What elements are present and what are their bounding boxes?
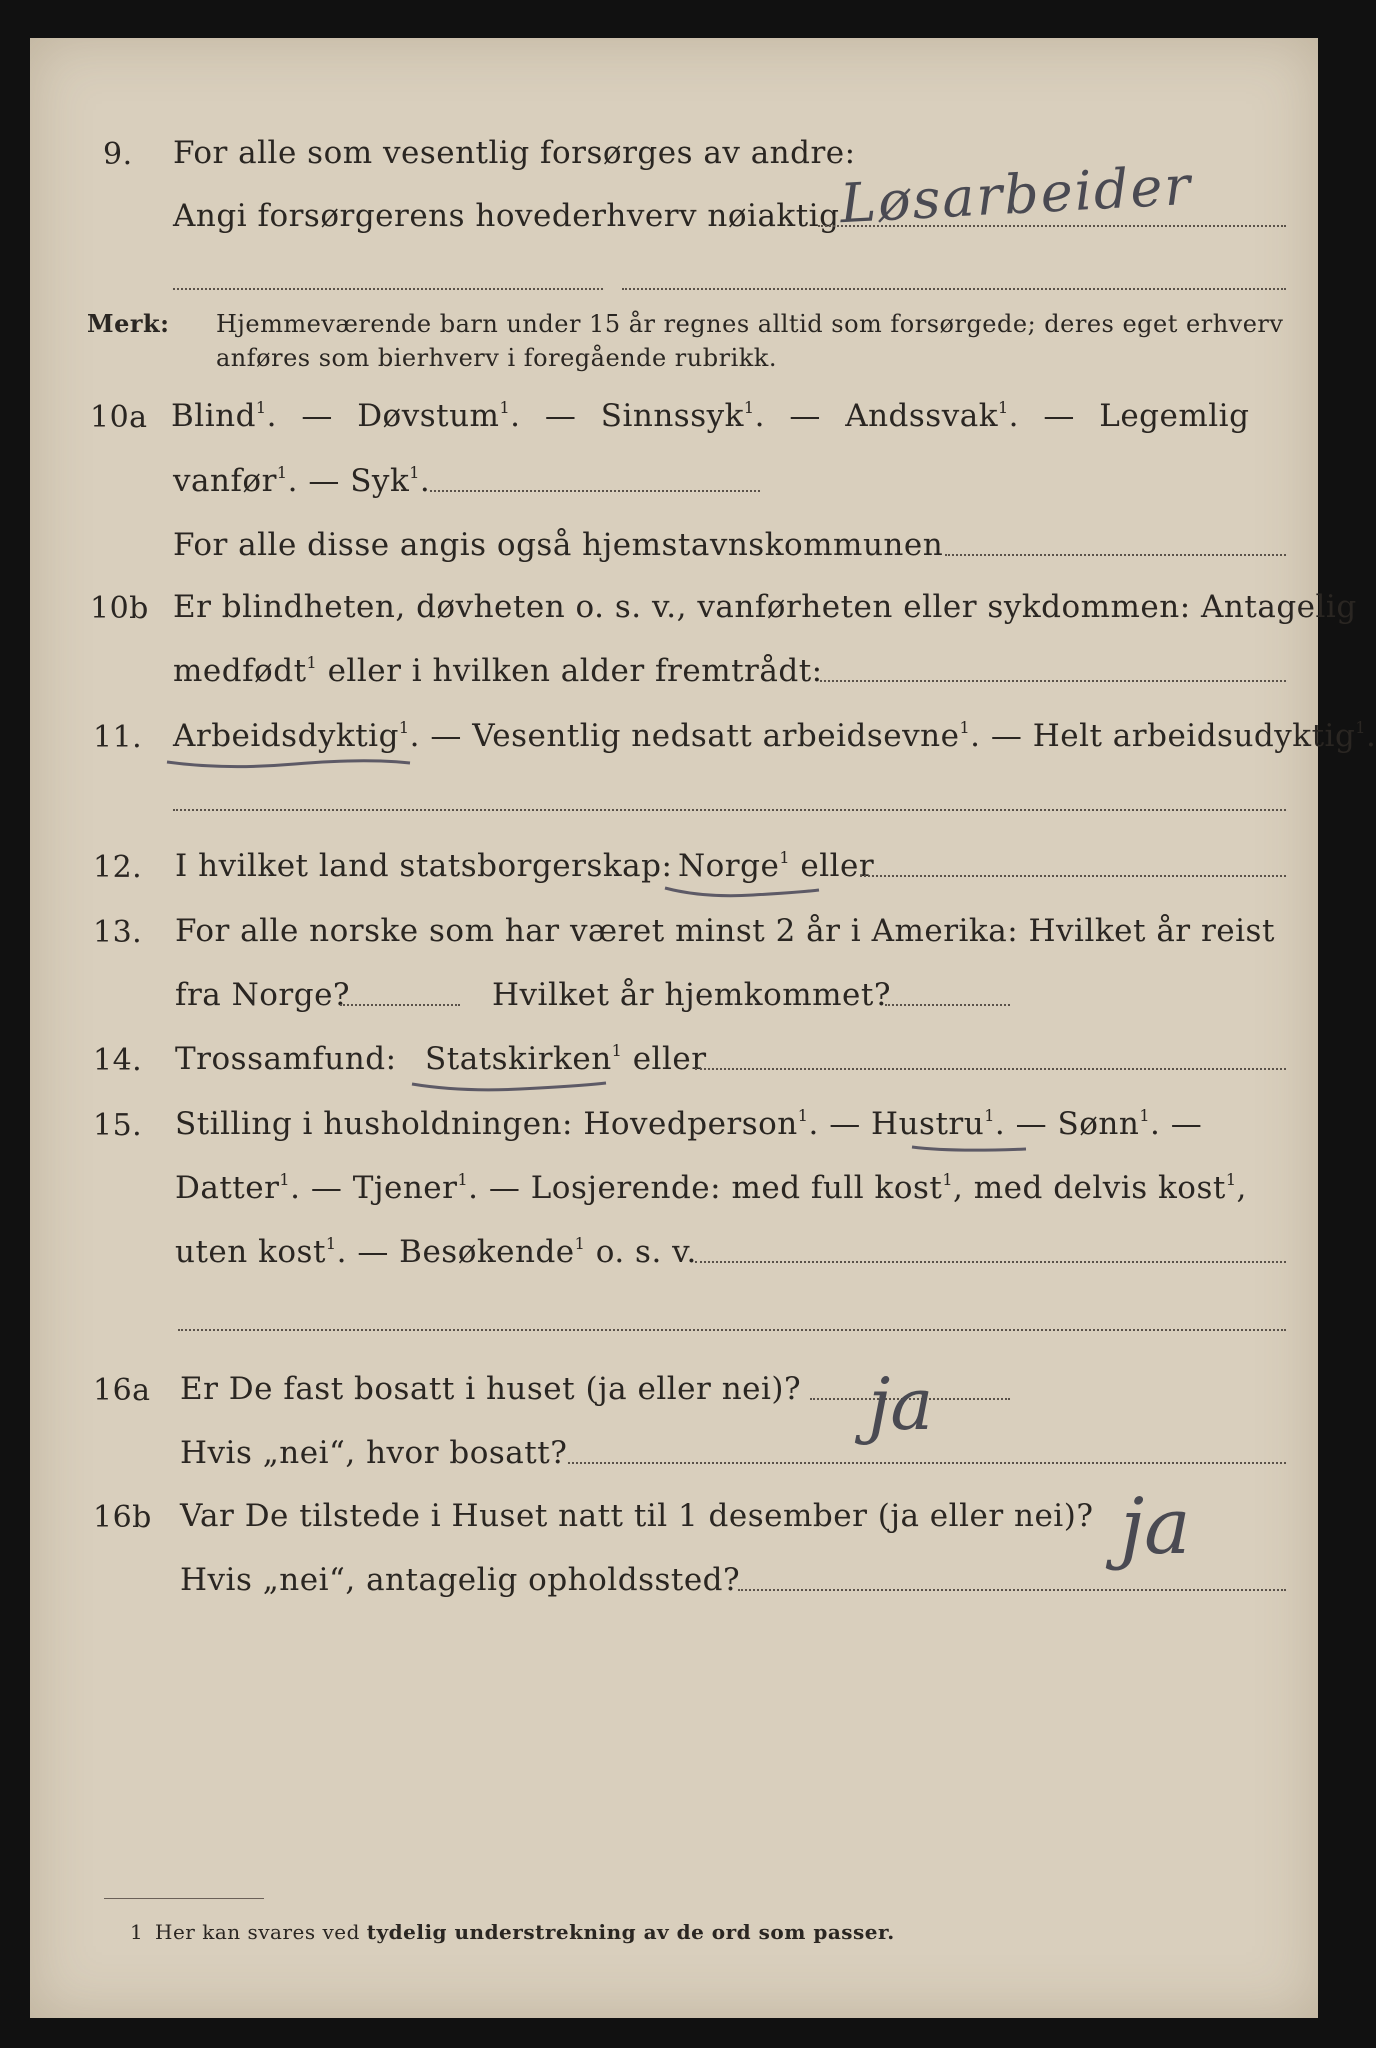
q16a-line2: Hvis „nei“, hvor bosatt? xyxy=(180,1435,568,1471)
merk-line2: anføres som bierhverv i foregående rubrikk. xyxy=(216,344,777,372)
q10a-syk-line xyxy=(430,490,760,492)
q10a-number: 10a xyxy=(90,400,148,435)
q16a-number: 16a xyxy=(93,1373,151,1408)
q15-line3: uten kost$^1$. — Besøkende$^1$ o. s. v. xyxy=(175,1234,697,1270)
q13-hjemkommet-line xyxy=(885,1004,1010,1006)
footnote-text: Her kan svares ved tydelig understrekning av de ord som passer. xyxy=(155,1920,895,1944)
q13-number: 13. xyxy=(93,915,143,950)
q9-extra-line-left xyxy=(173,288,603,290)
q13-line1: For alle norske som har været minst 2 år i Amerika: Hvilket år reist xyxy=(175,913,1275,949)
q15-answer-line xyxy=(695,1261,1286,1263)
q9-extra-line-right xyxy=(622,288,1286,290)
merk-line1: Hjemmeværende barn under 15 år regnes alltid som forsørgede; deres eget erhverv xyxy=(216,310,1284,338)
q16b-number: 16b xyxy=(93,1500,152,1535)
q13-reist-line xyxy=(340,1004,460,1006)
q16b-line1: Var De tilstede i Huset natt til 1 desember (ja eller nei)? xyxy=(180,1498,1094,1534)
q14-underline-mark xyxy=(410,1078,610,1096)
census-form-page xyxy=(30,38,1376,2018)
q11-line: Arbeidsdyktig$^1$. — Vesentlig nedsatt arbeidsevne$^1$. — Helt arbeidsudyktig$^1$. xyxy=(173,718,1376,754)
q13-line2b: Hvilket år hjemkommet? xyxy=(492,977,891,1013)
q9-handwritten-answer: Løsarbeider xyxy=(838,153,1194,236)
q10a-kommune-line xyxy=(945,554,1286,556)
footnote-rule xyxy=(104,1898,264,1899)
q11-extra-line xyxy=(173,809,1286,811)
q10a-line2: vanfør$^1$. — Syk$^1$. xyxy=(173,463,431,499)
q16b-line2: Hvis „nei“, antagelig opholdssted? xyxy=(180,1562,741,1598)
q10b-number: 10b xyxy=(90,591,149,626)
q10b-line2: medfødt$^1$ eller i hvilken alder fremtrådt: xyxy=(173,653,823,689)
q15-line1: Stilling i husholdningen: Hovedperson$^1$. — Hustru$^1$. — Sønn$^1$. — xyxy=(175,1106,1203,1142)
q15-extra-line xyxy=(178,1329,1286,1331)
q11-underline-mark xyxy=(165,754,415,774)
q16a-handwritten-answer: ja xyxy=(868,1362,934,1446)
q10b-answer-line xyxy=(820,680,1286,682)
q16b-opholdssted-line xyxy=(738,1589,1286,1591)
q16b-handwritten-answer: ja xyxy=(1120,1482,1191,1572)
q12-answer-line xyxy=(860,875,1286,877)
q9-number: 9. xyxy=(103,137,133,172)
merk-label: Merk: xyxy=(87,309,170,338)
q9-line1: For alle som vesentlig forsørges av andre: xyxy=(173,135,856,171)
q12-text: I hvilket land statsborgerskap: xyxy=(175,848,673,884)
q14-answer-line xyxy=(695,1068,1286,1070)
q14-number: 14. xyxy=(93,1043,143,1078)
q12-number: 12. xyxy=(93,850,143,885)
q14-text: Trossamfund: xyxy=(175,1041,397,1077)
q16a-bosatt-line xyxy=(568,1462,1286,1464)
q12-underline-mark xyxy=(663,884,823,902)
q15-underline-mark xyxy=(910,1142,1030,1156)
q11-number: 11. xyxy=(93,720,143,755)
q10a-line3: For alle disse angis også hjemstavnskommunen xyxy=(173,527,944,563)
q9-line2: Angi forsørgerens hovederhverv nøiaktig xyxy=(173,198,840,234)
q15-number: 15. xyxy=(93,1108,143,1143)
q10b-line1: Er blindheten, døvheten o. s. v., vanførheten eller sykdommen: Antagelig xyxy=(173,589,1357,625)
q10a-line1: Blind$^1$. — Døvstum$^1$. — Sinnssyk$^1$. — Andssvak$^1$. — Legemlig xyxy=(171,398,1250,434)
footnote-marker: 1 xyxy=(130,1920,144,1944)
q16a-line1: Er De fast bosatt i huset (ja eller nei)? xyxy=(180,1371,802,1407)
q15-line2: Datter$^1$. — Tjener$^1$. — Losjerende: med full kost$^1$, med delvis kost$^1$, xyxy=(175,1170,1247,1206)
q14-option: Statskirken$^1$ eller xyxy=(425,1041,707,1077)
q13-line2a: fra Norge? xyxy=(175,977,351,1013)
q12-option: Norge$^1$ eller xyxy=(678,848,875,884)
